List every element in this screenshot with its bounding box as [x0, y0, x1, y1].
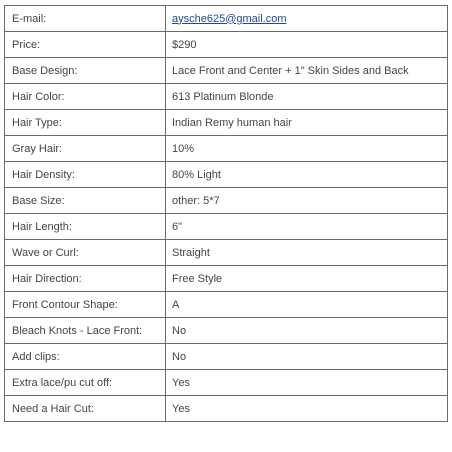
row-label: Base Size: — [5, 188, 166, 214]
row-label: E-mail: — [5, 6, 166, 32]
table-row-add-clips — [5, 344, 448, 370]
row-value: other: 5*7 — [166, 188, 448, 214]
email-link[interactable]: aysche625@gmail.com — [172, 12, 287, 25]
row-value — [166, 6, 448, 32]
row-value: A — [166, 292, 448, 318]
row-label: Wave or Curl: — [5, 240, 166, 266]
table-row-wave-or-curl — [5, 240, 448, 266]
table-row-hair-density — [5, 162, 448, 188]
row-label: Bleach Knots - Lace Front: — [5, 318, 166, 344]
table-row-hair-direction — [5, 266, 448, 292]
row-value: No — [166, 344, 448, 370]
row-value: Straight — [166, 240, 448, 266]
table-row-hair-type — [5, 110, 448, 136]
row-value: Indian Remy human hair — [166, 110, 448, 136]
order-details-table — [4, 5, 448, 422]
row-value: Lace Front and Center + 1" Skin Sides and Back — [166, 58, 448, 84]
row-label: Price: — [5, 32, 166, 58]
row-value: No — [166, 318, 448, 344]
table-row-hair-color — [5, 84, 448, 110]
row-label: Add clips: — [5, 344, 166, 370]
row-value: Yes — [166, 370, 448, 396]
row-value: 10% — [166, 136, 448, 162]
row-value: Free Style — [166, 266, 448, 292]
row-label: Hair Length: — [5, 214, 166, 240]
row-value: 80% Light — [166, 162, 448, 188]
table-row-extra-lace-cut-off — [5, 370, 448, 396]
row-label: Hair Direction: — [5, 266, 166, 292]
row-value: 613 Platinum Blonde — [166, 84, 448, 110]
row-value: 6" — [166, 214, 448, 240]
row-label: Gray Hair: — [5, 136, 166, 162]
table-row-price — [5, 32, 448, 58]
row-label: Hair Color: — [5, 84, 166, 110]
row-label: Hair Type: — [5, 110, 166, 136]
table-row-email — [5, 6, 448, 32]
table-row-base-design — [5, 58, 448, 84]
row-label: Front Contour Shape: — [5, 292, 166, 318]
row-value: Yes — [166, 396, 448, 422]
table-row-need-hair-cut — [5, 396, 448, 422]
table-row-base-size — [5, 188, 448, 214]
row-label: Extra lace/pu cut off: — [5, 370, 166, 396]
table-row-front-contour-shape — [5, 292, 448, 318]
table-row-bleach-knots — [5, 318, 448, 344]
row-label: Hair Density: — [5, 162, 166, 188]
table-row-hair-length — [5, 214, 448, 240]
row-label: Base Design: — [5, 58, 166, 84]
row-label: Need a Hair Cut: — [5, 396, 166, 422]
table-row-gray-hair — [5, 136, 448, 162]
row-value: $290 — [166, 32, 448, 58]
